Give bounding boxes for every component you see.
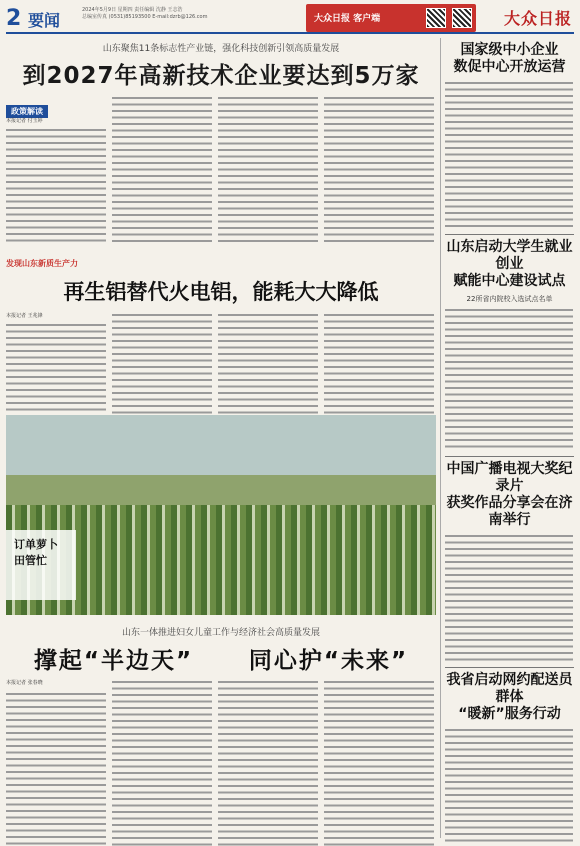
right-story4-text	[445, 727, 573, 846]
story2-text-col-2	[112, 312, 212, 432]
story2-text-col-3	[218, 312, 318, 432]
right-story2-title: 山东启动大学生就业创业 赋能中心建设试点	[446, 239, 573, 289]
right-story2-subtitle: 22所省内院校入选试点名单	[466, 295, 553, 303]
meta-line-1: 2024年5月9日 星期四 责任编辑 沈静 王志浩	[82, 7, 183, 13]
qr-code-icon	[452, 8, 472, 28]
right-story3-text	[445, 533, 573, 663]
photo-caption-title: 订单萝卜 田管忙	[14, 538, 58, 567]
newspaper-logo: 大众日报	[503, 9, 572, 28]
divider	[445, 234, 574, 235]
right-story1-title: 国家级中小企业 数促中心开放运营	[453, 42, 566, 75]
right-story4-title: 我省启动网约配送员群体 “暖新”服务行动	[446, 672, 573, 722]
story3-text-col-3	[218, 679, 318, 846]
story2-tag: 发现山东新质生产力	[6, 259, 78, 268]
story3-title-left: 撑起“半边天”	[33, 648, 194, 674]
meta-line-2: 总编室传真 (0531)85193500 E-mail:dzrb@126.com	[82, 14, 208, 20]
lead-text-col-1	[6, 127, 106, 245]
right-story3-title: 中国广播电视大奖纪录片 获奖作品分享会在济南举行	[446, 461, 573, 528]
policy-tag: 政策解读	[6, 105, 48, 118]
story3	[6, 622, 436, 846]
photo-caption-box	[6, 530, 76, 600]
story3-body	[6, 679, 436, 846]
lead-body	[6, 95, 436, 245]
qr-code-icon	[426, 8, 446, 28]
divider	[445, 456, 574, 457]
ad-text: 大众日报 客户端	[314, 14, 381, 24]
divider	[445, 667, 574, 668]
story3-text-col-4	[324, 679, 434, 846]
lead-text-col-3	[218, 95, 318, 245]
story3-text-col-1	[6, 691, 106, 846]
right-story2-text	[445, 307, 573, 452]
lead-text-col-4	[324, 95, 434, 245]
page-number: 2	[6, 6, 22, 31]
lead-byline: 本报记者 付玉婷	[6, 118, 43, 124]
story3-byline: 本报记者 张春晓	[6, 680, 43, 686]
story3-kicker: 山东一体推进妇女儿童工作与经济社会高质量发展	[121, 628, 320, 638]
masthead	[6, 4, 574, 34]
header-ad[interactable]	[306, 4, 476, 32]
main-column	[6, 38, 436, 432]
header-meta	[82, 7, 262, 21]
story2-title: 再生铝替代火电铝，能耗大大降低	[63, 279, 379, 304]
story2-tag-row	[6, 251, 436, 270]
story2-body	[6, 312, 436, 432]
story3-title-right: 同心护“未来”	[248, 648, 409, 674]
lead-title: 到2027年高新技术企业要达到5万家	[22, 63, 420, 89]
story2-text-col-4	[324, 312, 434, 432]
section-title: 要闻	[28, 11, 61, 30]
lead-text-col-2	[112, 95, 212, 245]
right-story1-text	[445, 80, 573, 230]
story2-byline: 本报记者 王兆锋	[6, 313, 43, 319]
story3-title-row	[6, 642, 436, 675]
lead-kicker: 山东聚焦11条标志性产业链，强化科技创新引领高质量发展	[102, 44, 340, 54]
field-photo	[6, 415, 436, 615]
right-column	[440, 38, 574, 838]
story3-text-col-2	[112, 679, 212, 846]
